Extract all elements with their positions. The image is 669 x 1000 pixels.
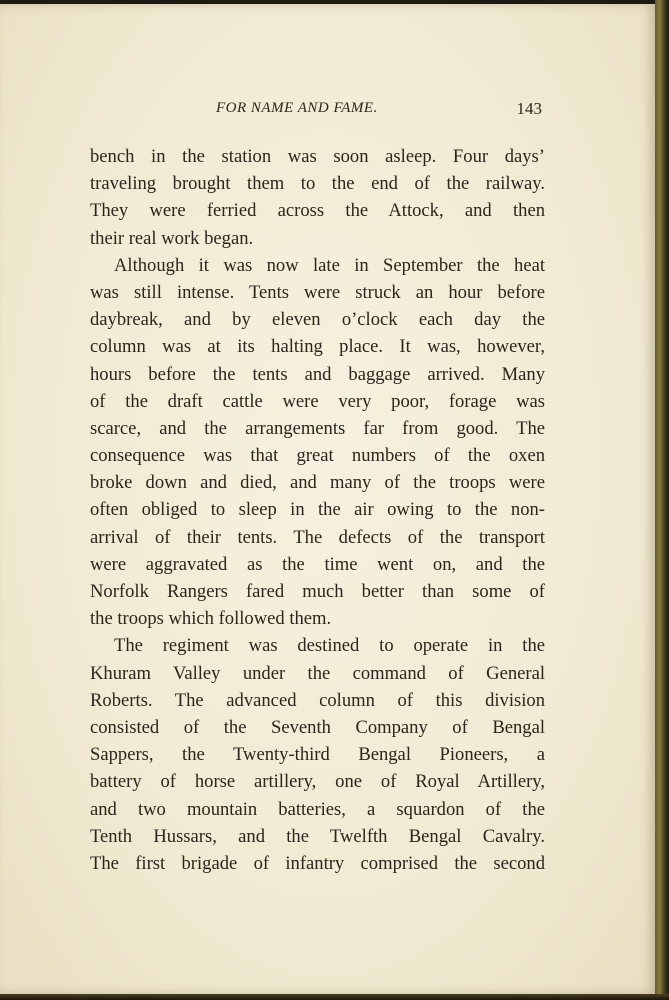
text-line: Tenth Hussars, and the Twelfth Bengal Cavalry. xyxy=(90,825,545,847)
text-line: daybreak, and by eleven o’clock each day the xyxy=(90,309,545,331)
text-line: column was at its halting place. It was, however, xyxy=(90,336,545,358)
paragraph-start-line: The regiment was destined to operate in the xyxy=(114,635,545,657)
text-line: their real work began. xyxy=(90,227,254,249)
text-line: scarce, and the arrangements far from good. The xyxy=(90,417,545,439)
text-line: They were ferried across the Attock, and then xyxy=(90,200,545,222)
text-line: traveling brought them to the end of the railway. xyxy=(90,173,545,195)
running-header xyxy=(90,100,545,124)
book-page xyxy=(0,4,656,994)
text-line: bench in the station was soon asleep. Four days’ xyxy=(90,146,545,167)
page-number: 143 xyxy=(516,99,542,118)
text-line: broke down and died, and many of the troops were xyxy=(90,472,545,494)
text-line: of the draft cattle were very poor, forage was xyxy=(90,390,545,412)
text-line: arrival of their tents. The defects of the transport xyxy=(90,526,545,548)
body-text xyxy=(90,143,545,877)
paragraph-start-line: Although it was now late in September the heat xyxy=(114,254,545,276)
text-line: consequence was that great numbers of the oxen xyxy=(90,445,545,467)
text-line: Roberts. The advanced column of this division xyxy=(90,689,545,711)
text-line: hours before the tents and baggage arrived. Many xyxy=(90,363,545,385)
text-line: The first brigade of infantry comprised the second xyxy=(90,852,545,874)
book-edge-bottom xyxy=(0,994,669,1000)
text-line: Khuram Valley under the command of General xyxy=(90,662,545,684)
text-line: Sappers, the Twenty-third Bengal Pioneers, a xyxy=(90,744,545,766)
text-line: battery of horse artillery, one of Royal Artillery, xyxy=(90,771,545,793)
text-line: often obliged to sleep in the air owing to the non- xyxy=(90,499,545,521)
text-line: Norfolk Rangers fared much better than some of xyxy=(90,581,545,602)
text-line: consisted of the Seventh Company of Bengal xyxy=(90,716,545,738)
text-line: was still intense. Tents were struck an hour before xyxy=(90,281,545,303)
running-title: FOR NAME AND FAME. xyxy=(216,100,378,116)
book-edge-right xyxy=(655,0,669,1000)
text-line: were aggravated as the time went on, and the xyxy=(90,553,545,575)
text-line: and two mountain batteries, a squardon of the xyxy=(90,798,545,820)
text-line: the troops which followed them. xyxy=(90,608,332,630)
